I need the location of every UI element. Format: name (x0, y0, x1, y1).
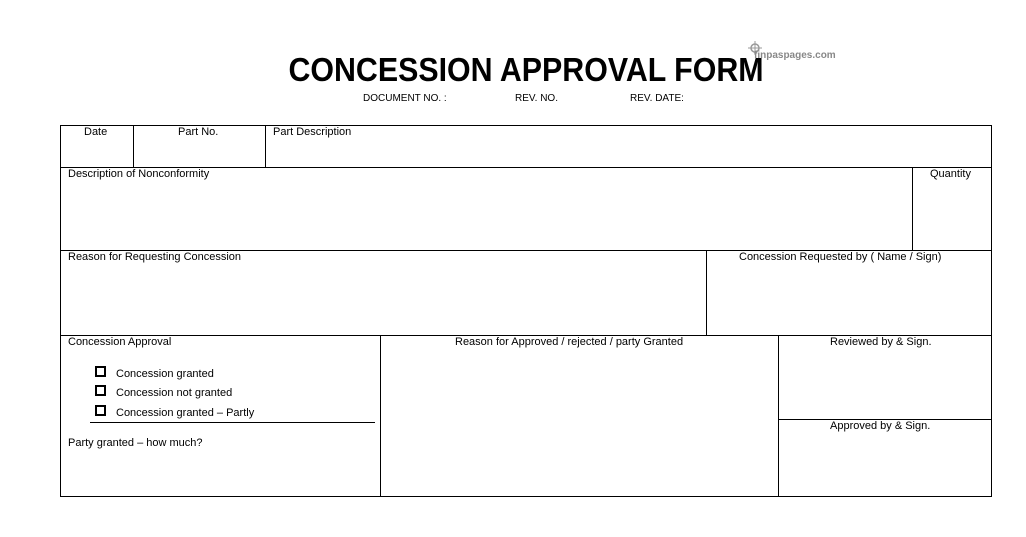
rev-date-label: REV. DATE: (630, 93, 684, 104)
concession-partly-label: Concession granted – Partly (116, 407, 255, 419)
concession-granted-label: Concession granted (116, 368, 214, 380)
options-underline (90, 422, 375, 423)
column-divider (778, 335, 779, 497)
document-no-label: DOCUMENT NO. : (363, 93, 447, 104)
concession-not-granted-checkbox[interactable] (95, 385, 106, 396)
quantity-field-label: Quantity (930, 168, 971, 180)
reason-approved-field-label: Reason for Approved / rejected / party Granted (455, 336, 684, 348)
part-no-field-label: Part No. (178, 126, 219, 138)
form-title: CONCESSION APPROVAL FORM (288, 51, 764, 88)
watermark-text: finpaspages.com (754, 50, 836, 61)
column-divider (265, 125, 266, 167)
approval-field-label: Concession Approval (68, 336, 172, 348)
date-field-label: Date (84, 126, 108, 138)
column-divider (133, 125, 134, 167)
concession-not-granted-label: Concession not granted (116, 387, 233, 399)
column-divider (912, 167, 913, 250)
concession-granted-checkbox[interactable] (95, 366, 106, 377)
rev-no-label: REV. NO. (515, 93, 558, 104)
requested-by-field-label: Concession Requested by ( Name / Sign) (739, 251, 942, 263)
part-description-field-label: Part Description (273, 126, 352, 138)
column-divider (380, 335, 381, 497)
partly-how-much-label: Party granted – how much? (68, 437, 203, 449)
reason-field-label: Reason for Requesting Concession (68, 251, 242, 263)
reviewed-by-field-label: Reviewed by & Sign. (830, 336, 932, 348)
concession-partly-checkbox[interactable] (95, 405, 106, 416)
approved-by-field-label: Approved by & Sign. (830, 420, 931, 432)
nonconformity-field-label: Description of Nonconformity (68, 168, 210, 180)
column-divider (706, 250, 707, 335)
